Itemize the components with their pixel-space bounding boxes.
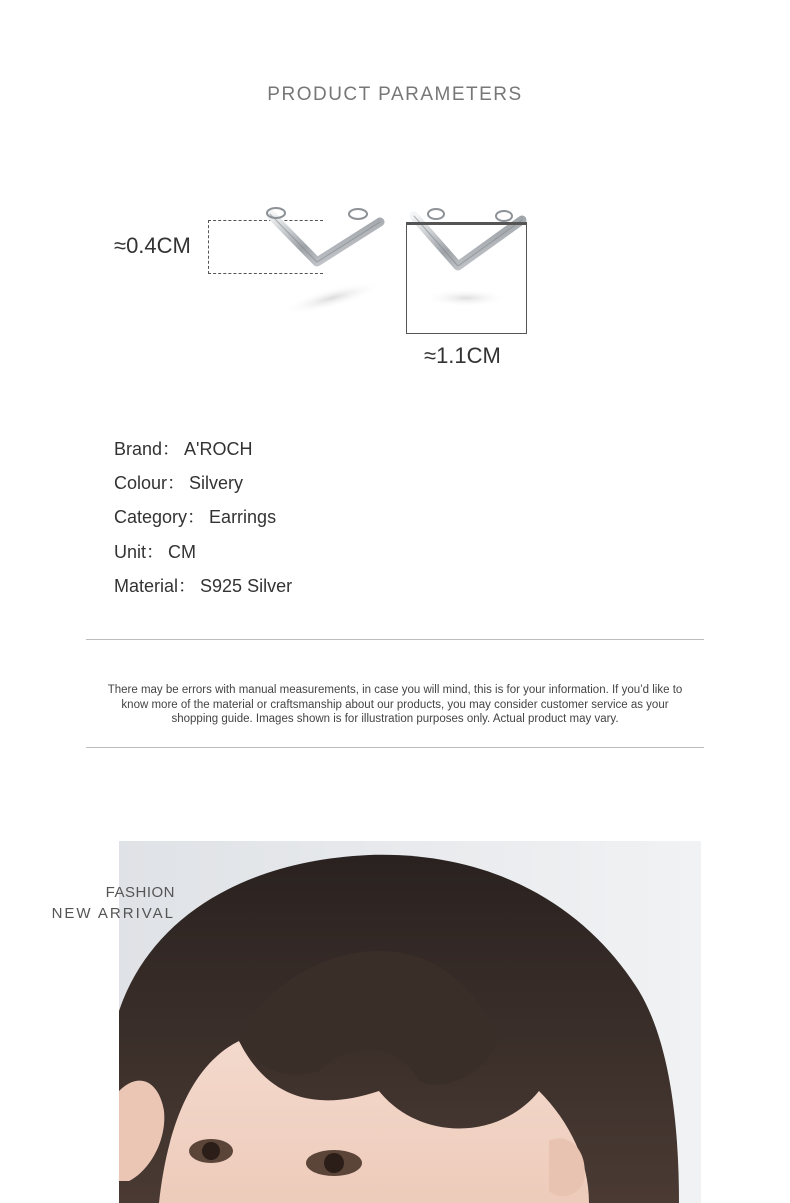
- param-material: [114, 573, 292, 607]
- fashion-banner: [52, 884, 175, 922]
- width-measure-box: [406, 222, 527, 334]
- disclaimer-text: There may be errors with manual measurements, in case you will mind, this is for your information. If you’d like to know more of the material or craftsmanship about our products, you may consider customer service as your shopping guide. Images shown is for illustration purposes only. Actual product may vary.: [107, 684, 683, 725]
- product-parameters-list: [114, 436, 292, 607]
- model-photo: [119, 841, 701, 1203]
- param-value: Earrings: [209, 507, 277, 528]
- param-value: A'ROCH: [184, 439, 253, 459]
- model-photo-illustration: [119, 841, 701, 1203]
- param-colour: [114, 470, 292, 504]
- param-value: S925 Silver: [200, 575, 293, 596]
- param-key: Unit：: [114, 541, 165, 562]
- param-key: Material：: [114, 575, 197, 596]
- fashion-label: FASHION: [105, 884, 175, 901]
- param-key: Brand：: [114, 439, 181, 459]
- param-unit: [114, 539, 292, 573]
- new-arrival-label: NEW ARRIVAL: [51, 905, 175, 922]
- width-dimension-label: ≈1.1CM: [424, 343, 501, 368]
- param-category: [114, 504, 292, 538]
- divider-bottom: [86, 747, 704, 748]
- param-value: Silvery: [189, 473, 244, 494]
- earring-side-view-image: [262, 200, 392, 320]
- section-title: PRODUCT PARAMETERS: [267, 84, 523, 105]
- depth-dimension-label: ≈0.4CM: [114, 233, 191, 258]
- param-brand: [114, 436, 292, 470]
- param-value: CM: [168, 541, 197, 562]
- divider-top: [86, 639, 704, 640]
- param-key: Colour：: [114, 473, 186, 494]
- param-key: Category：: [114, 507, 206, 528]
